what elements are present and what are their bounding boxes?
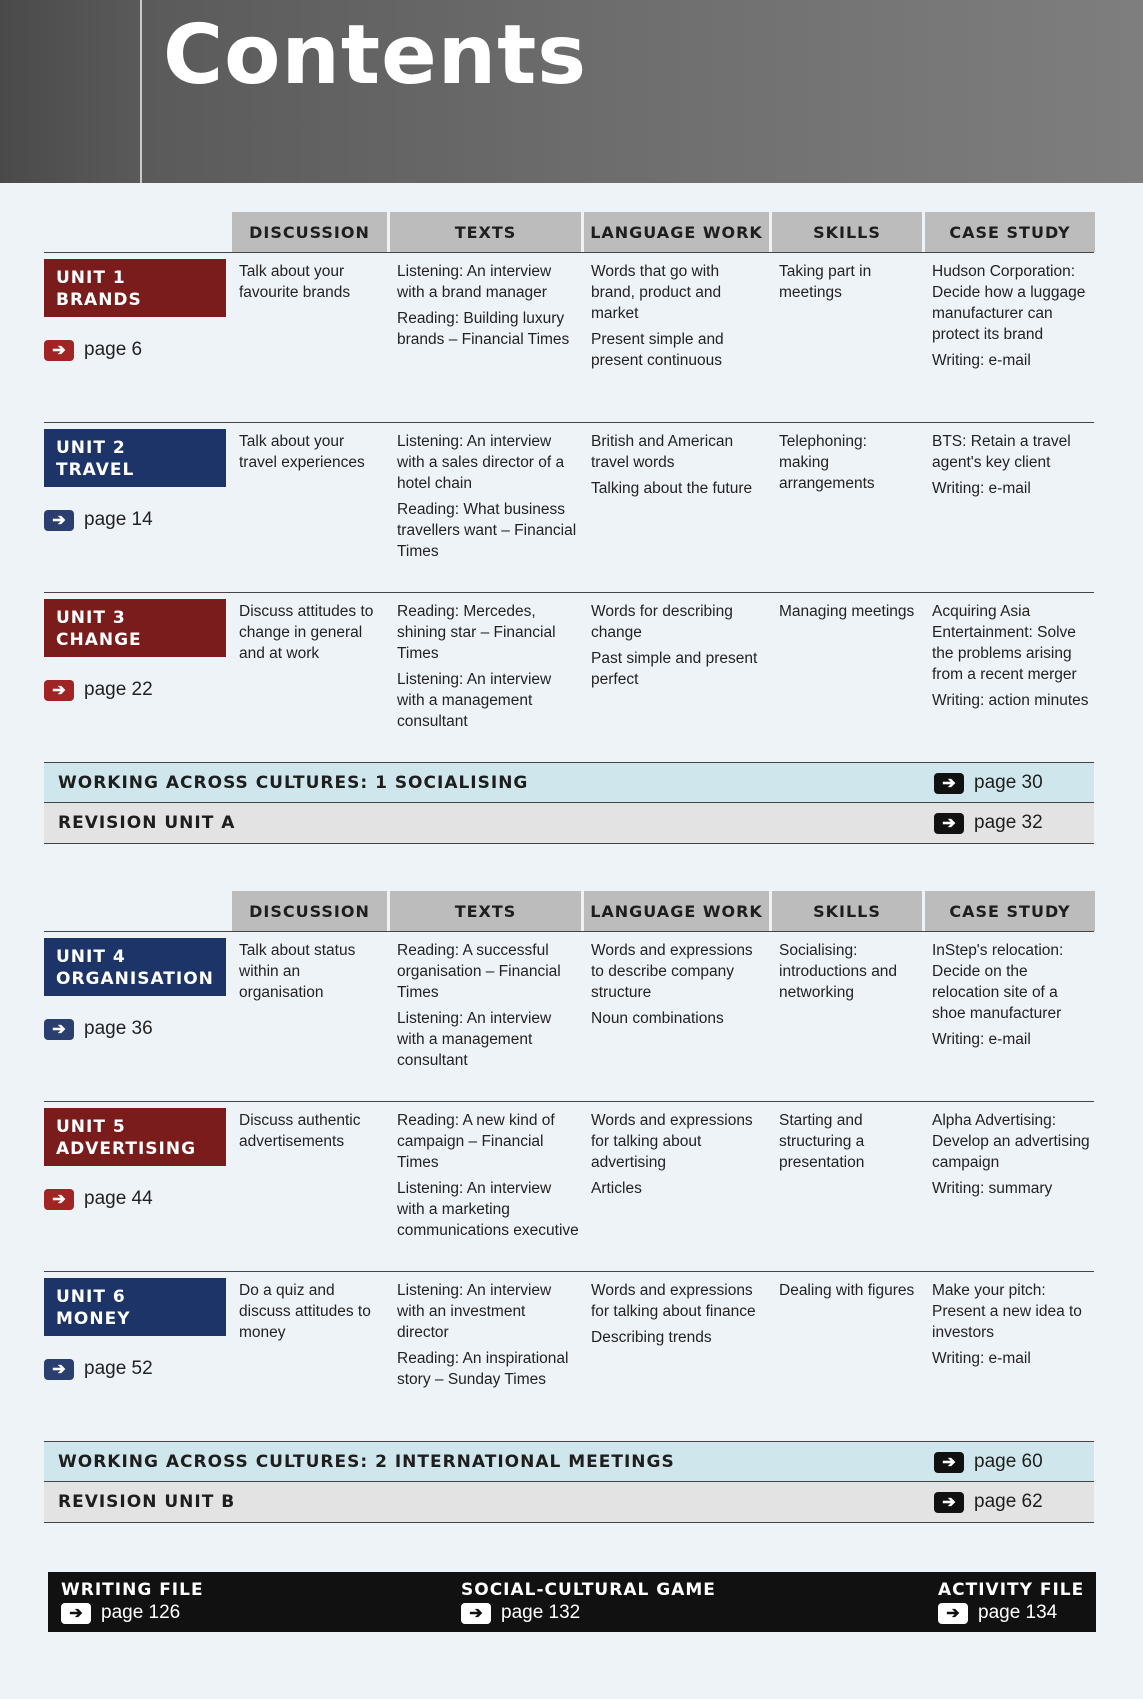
unit-badge[interactable] xyxy=(44,938,226,996)
column-header: SKILLS xyxy=(772,891,925,931)
unit-number: UNIT 1 xyxy=(56,268,126,288)
band-page-link[interactable] xyxy=(934,1491,1043,1513)
cell-text: Writing: e-mail xyxy=(932,1031,1031,1048)
unit-page: page 44 xyxy=(84,1188,153,1209)
cell-language xyxy=(591,601,767,695)
cell-skills xyxy=(779,1110,920,1178)
cell-case xyxy=(932,431,1093,504)
unit-badge[interactable] xyxy=(44,429,226,487)
unit-page-link[interactable] xyxy=(44,1018,153,1040)
cell-skills xyxy=(779,940,920,1008)
cell-text: Words for describing change xyxy=(591,603,733,641)
cell-text: Listening: An interview with a management consultant xyxy=(397,671,552,730)
footer-label: WRITING FILE xyxy=(61,1580,204,1600)
arrow-right-icon: ➔ xyxy=(44,340,74,361)
cell-text: Discuss attitudes to change in general and at work xyxy=(239,603,374,662)
cell-text: Writing: action minutes xyxy=(932,692,1089,709)
arrow-right-icon: ➔ xyxy=(61,1603,91,1624)
unit-badge[interactable] xyxy=(44,1108,226,1166)
revision-band[interactable] xyxy=(44,1481,1094,1523)
cell-texts xyxy=(397,261,579,355)
band-page: page 62 xyxy=(974,1491,1043,1512)
band-label: WORKING ACROSS CULTURES: 2 INTERNATIONAL MEETINGS xyxy=(58,1452,675,1472)
unit-number: UNIT 2 xyxy=(56,438,126,458)
band-label: REVISION UNIT B xyxy=(58,1492,236,1512)
unit-row xyxy=(44,422,1094,593)
cell-discussion xyxy=(239,431,385,478)
footer-bar xyxy=(48,1572,1096,1632)
footer-page: page 134 xyxy=(978,1602,1058,1623)
cell-text: Writing: e-mail xyxy=(932,352,1031,369)
cell-text: Talk about status within an organisation xyxy=(239,942,356,1001)
cell-language xyxy=(591,940,767,1034)
footer-item-writing-file[interactable] xyxy=(61,1580,204,1624)
arrow-right-icon: ➔ xyxy=(44,1189,74,1210)
arrow-right-icon: ➔ xyxy=(934,813,964,834)
cell-text: Telephoning: making arrangements xyxy=(779,433,875,492)
unit-page-link[interactable] xyxy=(44,679,153,701)
cell-discussion xyxy=(239,1280,385,1348)
cell-text: Taking part in meetings xyxy=(779,263,872,301)
cell-skills xyxy=(779,601,920,627)
footer-label: ACTIVITY FILE xyxy=(938,1580,1085,1600)
contents-block-a xyxy=(44,212,1094,852)
cell-text: Noun combinations xyxy=(591,1010,724,1027)
arrow-right-icon: ➔ xyxy=(44,1359,74,1380)
cell-language xyxy=(591,261,767,376)
cell-text: Acquiring Asia Entertainment: Solve the problems arising from a recent merger xyxy=(932,603,1077,683)
unit-badge[interactable] xyxy=(44,1278,226,1336)
cell-text: Listening: An interview with a management consultant xyxy=(397,1010,552,1069)
unit-page-link[interactable] xyxy=(44,339,142,361)
cell-text: Past simple and present perfect xyxy=(591,650,758,688)
unit-row xyxy=(44,1271,1094,1442)
column-header: TEXTS xyxy=(390,212,584,252)
cell-text: Writing: e-mail xyxy=(932,1350,1031,1367)
cell-text: Reading: A successful organisation – Financial Times xyxy=(397,942,561,1001)
unit-page: page 52 xyxy=(84,1358,153,1379)
arrow-right-icon: ➔ xyxy=(44,1019,74,1040)
arrow-right-icon: ➔ xyxy=(461,1603,491,1624)
band-page: page 60 xyxy=(974,1451,1043,1472)
cell-text: Managing meetings xyxy=(779,603,915,620)
band-page-link[interactable] xyxy=(934,772,1043,794)
arrow-right-icon: ➔ xyxy=(44,510,74,531)
unit-badge[interactable] xyxy=(44,259,226,317)
footer-item-activity-file[interactable] xyxy=(938,1580,1084,1624)
arrow-right-icon: ➔ xyxy=(938,1603,968,1624)
header-divider xyxy=(140,0,142,183)
band-page-link[interactable] xyxy=(934,1451,1043,1473)
cell-skills xyxy=(779,261,920,308)
cell-case xyxy=(932,1280,1093,1374)
cell-text: Socialising: introductions and networking xyxy=(779,942,898,1001)
arrow-right-icon: ➔ xyxy=(934,1452,964,1473)
cell-text: Hudson Corporation: Decide how a luggage manufacturer can protect its brand xyxy=(932,263,1086,343)
cell-discussion xyxy=(239,1110,385,1157)
cell-text: Reading: Building luxury brands – Financial Times xyxy=(397,310,570,348)
cell-skills xyxy=(779,431,920,499)
cell-text: Describing trends xyxy=(591,1329,712,1346)
cell-text: Present simple and present continuous xyxy=(591,331,724,369)
cell-text: Discuss authentic advertisements xyxy=(239,1112,361,1150)
cell-case xyxy=(932,940,1093,1055)
cell-text: Words and expressions for talking about finance xyxy=(591,1282,756,1320)
unit-number: UNIT 6 xyxy=(56,1287,126,1307)
cell-text: Words and expressions for talking about advertising xyxy=(591,1112,753,1171)
column-header: LANGUAGE WORK xyxy=(584,891,772,931)
column-header: CASE STUDY xyxy=(925,212,1098,252)
unit-badge[interactable] xyxy=(44,599,226,657)
unit-name: MONEY xyxy=(56,1309,131,1329)
unit-page: page 36 xyxy=(84,1018,153,1039)
cell-text: Writing: e-mail xyxy=(932,480,1031,497)
column-header: LANGUAGE WORK xyxy=(584,212,772,252)
cell-case xyxy=(932,1110,1093,1204)
cell-text: Writing: summary xyxy=(932,1180,1053,1197)
arrow-right-icon: ➔ xyxy=(934,1492,964,1513)
column-header: TEXTS xyxy=(390,891,584,931)
cell-text: Make your pitch: Present a new idea to investors xyxy=(932,1282,1082,1341)
unit-name: ADVERTISING xyxy=(56,1139,197,1159)
cell-language xyxy=(591,1110,767,1204)
unit-name: BRANDS xyxy=(56,290,142,310)
footer-item-social-cultural-game[interactable] xyxy=(461,1580,716,1624)
band-page-link[interactable] xyxy=(934,812,1043,834)
cell-text: Listening: An interview with an investment director xyxy=(397,1282,552,1341)
cell-text: British and American travel words xyxy=(591,433,734,471)
cell-text: InStep's relocation: Decide on the relocation site of a shoe manufacturer xyxy=(932,942,1064,1022)
unit-row xyxy=(44,252,1094,423)
unit-number: UNIT 3 xyxy=(56,608,126,628)
cell-language xyxy=(591,1280,767,1353)
band-page: page 32 xyxy=(974,812,1043,833)
band-label: WORKING ACROSS CULTURES: 1 SOCIALISING xyxy=(58,773,529,793)
unit-row xyxy=(44,931,1094,1102)
cell-texts xyxy=(397,1110,579,1246)
cell-text: Talking about the future xyxy=(591,480,753,497)
cell-text: Words that go with brand, product and market xyxy=(591,263,722,322)
cell-text: Articles xyxy=(591,1180,642,1197)
cell-text: Reading: An inspirational story – Sunday Times xyxy=(397,1350,569,1388)
arrow-right-icon: ➔ xyxy=(44,680,74,701)
cell-text: Reading: Mercedes, shining star – Financial Times xyxy=(397,603,556,662)
page-title: Contents xyxy=(163,8,588,103)
revision-band[interactable] xyxy=(44,802,1094,844)
unit-name: TRAVEL xyxy=(56,460,135,480)
band-label: REVISION UNIT A xyxy=(58,813,236,833)
unit-page: page 22 xyxy=(84,679,153,700)
cell-text: Alpha Advertising: Develop an advertising campaign xyxy=(932,1112,1090,1171)
unit-page-link[interactable] xyxy=(44,1188,153,1210)
cell-text: Talk about your favourite brands xyxy=(239,263,351,301)
cell-texts xyxy=(397,431,579,567)
footer-page: page 132 xyxy=(501,1602,581,1623)
column-header: SKILLS xyxy=(772,212,925,252)
unit-name: CHANGE xyxy=(56,630,142,650)
cell-texts xyxy=(397,1280,579,1395)
footer-label: SOCIAL-CULTURAL GAME xyxy=(461,1580,716,1600)
cell-discussion xyxy=(239,940,385,1008)
cell-text: Talk about your travel experiences xyxy=(239,433,365,471)
column-header: DISCUSSION xyxy=(232,212,390,252)
cell-text: Dealing with figures xyxy=(779,1282,915,1299)
unit-page-link[interactable] xyxy=(44,1358,153,1380)
working-across-cultures-band[interactable] xyxy=(44,1441,1094,1482)
cell-skills xyxy=(779,1280,920,1306)
cell-text: Listening: An interview with a sales director of a hotel chain xyxy=(397,433,565,492)
cell-text: Listening: An interview with a brand manager xyxy=(397,263,552,301)
arrow-right-icon: ➔ xyxy=(934,773,964,794)
unit-number: UNIT 5 xyxy=(56,1117,126,1137)
unit-page-link[interactable] xyxy=(44,509,153,531)
cell-text: Words and expressions to describe company structure xyxy=(591,942,753,1001)
column-header: DISCUSSION xyxy=(232,891,390,931)
cell-text: Reading: What business travellers want – Financial Times xyxy=(397,501,577,560)
cell-discussion xyxy=(239,261,385,308)
unit-row xyxy=(44,592,1094,763)
cell-text: BTS: Retain a travel agent's key client xyxy=(932,433,1071,471)
column-header: CASE STUDY xyxy=(925,891,1098,931)
cell-text: Listening: An interview with a marketing communications executive xyxy=(397,1180,579,1239)
unit-number: UNIT 4 xyxy=(56,947,126,967)
unit-page: page 6 xyxy=(84,339,143,360)
unit-name: ORGANISATION xyxy=(56,969,214,989)
working-across-cultures-band[interactable] xyxy=(44,762,1094,803)
cell-text: Starting and structuring a presentation xyxy=(779,1112,865,1171)
cell-texts xyxy=(397,940,579,1076)
cell-texts xyxy=(397,601,579,737)
cell-discussion xyxy=(239,601,385,669)
footer-page: page 126 xyxy=(101,1602,181,1623)
cell-case xyxy=(932,261,1093,376)
cell-language xyxy=(591,431,767,504)
unit-row xyxy=(44,1101,1094,1272)
cell-text: Reading: A new kind of campaign – Financial Times xyxy=(397,1112,555,1171)
band-page: page 30 xyxy=(974,772,1043,793)
contents-block-b xyxy=(44,891,1094,1551)
unit-page: page 14 xyxy=(84,509,153,530)
cell-case xyxy=(932,601,1093,716)
cell-text: Do a quiz and discuss attitudes to money xyxy=(239,1282,371,1341)
